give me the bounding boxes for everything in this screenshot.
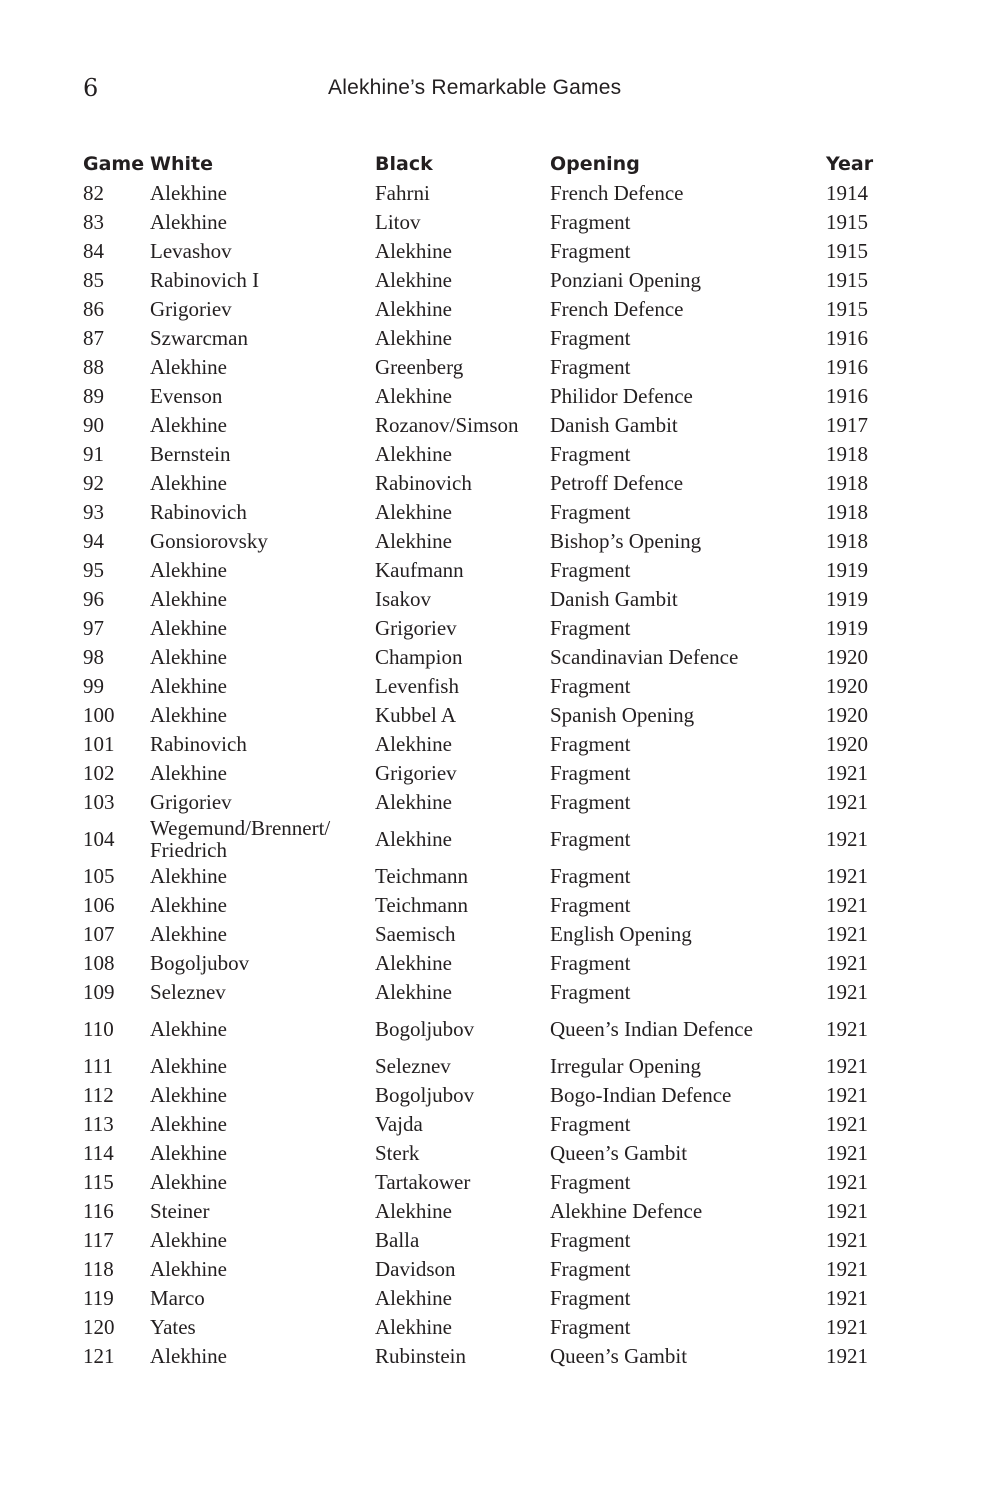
cell-opening: Fragment [550, 441, 631, 466]
cell-opening: Danish Gambit [550, 586, 678, 611]
table-row [83, 1051, 883, 1080]
table-row [83, 439, 883, 468]
cell-game: 82 [83, 180, 104, 205]
running-head [0, 72, 1000, 104]
table-row [83, 890, 883, 919]
cell-white: Alekhine [150, 412, 227, 437]
cell-white: Rabinovich [150, 499, 247, 524]
cell-year: 1919 [826, 557, 868, 582]
cell-black: Alekhine [375, 499, 452, 524]
cell-opening: Ponziani Opening [550, 267, 702, 292]
cell-year: 1921 [826, 863, 868, 888]
cell-black: Rozanov/Simson [375, 412, 519, 437]
cell-game: 119 [83, 1285, 114, 1310]
cell-year: 1921 [826, 1314, 868, 1339]
cell-game: 97 [83, 615, 104, 640]
cell-opening: Bishop’s Opening [550, 528, 702, 553]
cell-game: 108 [83, 950, 115, 975]
cell-white: Bernstein [150, 441, 231, 466]
table-row [83, 1167, 883, 1196]
table-row [83, 1341, 883, 1370]
cell-white: Seleznev [150, 979, 226, 1004]
table-row [83, 1312, 883, 1341]
cell-white: Alekhine [150, 1227, 227, 1252]
table-row [83, 584, 883, 613]
cell-opening: Fragment [550, 731, 631, 756]
cell-white: Alekhine [150, 1111, 227, 1136]
cell-black: Fahrni [375, 180, 430, 205]
table-row [83, 207, 883, 236]
cell-game: 113 [83, 1111, 114, 1136]
cell-game: 117 [83, 1227, 114, 1252]
cell-white: Rabinovich I [150, 267, 260, 292]
cell-white: Steiner [150, 1198, 210, 1223]
table-row [83, 671, 883, 700]
cell-year: 1920 [826, 731, 868, 756]
cell-white: Alekhine [150, 1140, 227, 1165]
cell-black: Bogoljubov [375, 1082, 475, 1107]
cell-year: 1921 [826, 921, 868, 946]
cell-year: 1915 [826, 238, 868, 263]
cell-opening: English Opening [550, 921, 692, 946]
cell-white: Marco [150, 1285, 205, 1310]
cell-black: Rabinovich [375, 470, 472, 495]
cell-game: 100 [83, 702, 115, 727]
table-row [83, 468, 883, 497]
cell-year: 1915 [826, 209, 868, 234]
cell-game: 111 [83, 1053, 113, 1078]
cell-white: Alekhine [150, 1016, 227, 1041]
table-row [83, 410, 883, 439]
games-table [83, 150, 883, 1370]
cell-game: 83 [83, 209, 104, 234]
cell-opening: Fragment [550, 863, 631, 888]
table-row [83, 526, 883, 555]
cell-game: 101 [83, 731, 115, 756]
cell-opening: Fragment [550, 499, 631, 524]
table-row [83, 497, 883, 526]
cell-white: Alekhine [150, 863, 227, 888]
cell-year: 1919 [826, 586, 868, 611]
cell-black: Grigoriev [375, 760, 457, 785]
cell-opening: Fragment [550, 325, 631, 350]
cell-white: Alekhine [150, 615, 227, 640]
cell-game: 92 [83, 470, 104, 495]
cell-black: Isakov [375, 586, 431, 611]
cell-year: 1921 [826, 1227, 868, 1252]
table-row [83, 700, 883, 729]
cell-year: 1916 [826, 325, 868, 350]
cell-game: 120 [83, 1314, 115, 1339]
table-row [83, 1225, 883, 1254]
cell-game: 116 [83, 1198, 114, 1223]
cell-opening: Fragment [550, 789, 631, 814]
cell-year: 1921 [826, 1053, 868, 1078]
cell-game: 109 [83, 979, 115, 1004]
cell-black: Tartakower [375, 1169, 471, 1194]
table-row [83, 1254, 883, 1283]
running-title: Alekhine’s Remarkable Games [328, 76, 622, 99]
cell-black: Alekhine [375, 826, 452, 851]
cell-white: Alekhine [150, 1343, 227, 1368]
cell-opening: Fragment [550, 979, 631, 1004]
table-row [83, 642, 883, 671]
cell-black: Alekhine [375, 950, 452, 975]
cell-game: 121 [83, 1343, 115, 1368]
cell-year: 1916 [826, 354, 868, 379]
header-year: Year [826, 153, 874, 175]
cell-game: 115 [83, 1169, 114, 1194]
table-row [83, 555, 883, 584]
cell-black: Davidson [375, 1256, 456, 1281]
cell-opening: Fragment [550, 1256, 631, 1281]
cell-opening: Fragment [550, 1169, 631, 1194]
cell-opening: Fragment [550, 1314, 631, 1339]
cell-year: 1921 [826, 1016, 868, 1041]
page-number: 6 [83, 74, 99, 102]
cell-black: Grigoriev [375, 615, 457, 640]
cell-black: Kaufmann [375, 557, 464, 582]
table-row [83, 1283, 883, 1312]
cell-white: Alekhine [150, 673, 227, 698]
table-row [83, 758, 883, 787]
header-white: White [150, 153, 213, 175]
cell-white: Wegemund/Brennert/ Friedrich [150, 815, 331, 862]
cell-opening: Petroff Defence [550, 470, 684, 495]
cell-black: Alekhine [375, 789, 452, 814]
cell-white: Alekhine [150, 1169, 227, 1194]
table-row [83, 816, 883, 861]
cell-opening: Fragment [550, 557, 631, 582]
cell-opening: Fragment [550, 1227, 631, 1252]
cell-white: Alekhine [150, 209, 227, 234]
cell-white: Alekhine [150, 1053, 227, 1078]
cell-year: 1921 [826, 826, 868, 851]
cell-year: 1920 [826, 702, 868, 727]
cell-black: Seleznev [375, 1053, 451, 1078]
cell-white: Alekhine [150, 470, 227, 495]
table-row [83, 294, 883, 323]
cell-opening: Fragment [550, 1285, 631, 1310]
cell-white: Rabinovich [150, 731, 247, 756]
cell-white: Alekhine [150, 1256, 227, 1281]
cell-opening: Fragment [550, 1111, 631, 1136]
cell-year: 1921 [826, 1169, 868, 1194]
cell-opening: Queen’s Gambit [550, 1343, 688, 1368]
cell-game: 87 [83, 325, 104, 350]
cell-black: Alekhine [375, 383, 452, 408]
cell-year: 1918 [826, 499, 868, 524]
cell-opening: Fragment [550, 950, 631, 975]
cell-opening: Danish Gambit [550, 412, 678, 437]
cell-game: 102 [83, 760, 115, 785]
cell-black: Saemisch [375, 921, 456, 946]
cell-game: 89 [83, 383, 104, 408]
cell-game: 85 [83, 267, 104, 292]
cell-game: 106 [83, 892, 115, 917]
cell-opening: Queen’s Gambit [550, 1140, 688, 1165]
cell-game: 118 [83, 1256, 114, 1281]
cell-opening: Fragment [550, 892, 631, 917]
cell-white: Gonsiorovsky [150, 528, 268, 553]
cell-year: 1918 [826, 470, 868, 495]
header-black: Black [375, 153, 433, 175]
cell-year: 1921 [826, 979, 868, 1004]
cell-year: 1919 [826, 615, 868, 640]
table-row [83, 1006, 883, 1051]
cell-white: Alekhine [150, 586, 227, 611]
table-row [83, 787, 883, 816]
cell-game: 104 [83, 826, 115, 851]
cell-year: 1921 [826, 892, 868, 917]
cell-year: 1921 [826, 760, 868, 785]
cell-opening: Fragment [550, 760, 631, 785]
cell-game: 99 [83, 673, 104, 698]
cell-black: Bogoljubov [375, 1016, 475, 1041]
table-row [83, 1138, 883, 1167]
cell-white: Alekhine [150, 180, 227, 205]
cell-black: Alekhine [375, 238, 452, 263]
table-row [83, 948, 883, 977]
table-row [83, 613, 883, 642]
cell-white: Alekhine [150, 921, 227, 946]
cell-opening: Fragment [550, 354, 631, 379]
cell-white: Yates [150, 1314, 196, 1339]
cell-white: Alekhine [150, 1082, 227, 1107]
table-header [83, 150, 883, 178]
cell-game: 96 [83, 586, 104, 611]
cell-year: 1918 [826, 441, 868, 466]
header-opening: Opening [550, 153, 640, 175]
table-row [83, 1196, 883, 1225]
table-row [83, 178, 883, 207]
cell-opening: Spanish Opening [550, 702, 695, 727]
cell-black: Alekhine [375, 731, 452, 756]
cell-white: Alekhine [150, 892, 227, 917]
cell-black: Alekhine [375, 441, 452, 466]
cell-opening: Scandinavian Defence [550, 644, 739, 669]
cell-year: 1921 [826, 1140, 868, 1165]
cell-game: 93 [83, 499, 104, 524]
cell-game: 98 [83, 644, 104, 669]
cell-black: Rubinstein [375, 1343, 467, 1368]
cell-year: 1914 [826, 180, 868, 205]
cell-white: Levashov [150, 238, 232, 263]
cell-black: Greenberg [375, 354, 464, 379]
cell-black: Sterk [375, 1140, 420, 1165]
cell-black: Alekhine [375, 325, 452, 350]
cell-game: 86 [83, 296, 104, 321]
cell-game: 88 [83, 354, 104, 379]
cell-game: 103 [83, 789, 115, 814]
cell-black: Alekhine [375, 267, 452, 292]
cell-year: 1921 [826, 1285, 868, 1310]
cell-black: Levenfish [375, 673, 459, 698]
cell-game: 110 [83, 1016, 114, 1041]
table-row [83, 1080, 883, 1109]
cell-black: Vajda [375, 1111, 423, 1136]
cell-black: Kubbel A [375, 702, 457, 727]
cell-year: 1916 [826, 383, 868, 408]
cell-black: Teichmann [375, 892, 468, 917]
cell-white: Alekhine [150, 760, 227, 785]
cell-black: Champion [375, 644, 463, 669]
cell-year: 1920 [826, 644, 868, 669]
table-row [83, 323, 883, 352]
cell-white: Bogoljubov [150, 950, 250, 975]
cell-white: Szwarcman [150, 325, 248, 350]
cell-opening: Philidor Defence [550, 383, 693, 408]
cell-year: 1921 [826, 789, 868, 814]
cell-opening: Irregular Opening [550, 1053, 702, 1078]
cell-white: Evenson [150, 383, 223, 408]
cell-game: 114 [83, 1140, 114, 1165]
table-row [83, 265, 883, 294]
cell-opening: Fragment [550, 209, 631, 234]
cell-game: 84 [83, 238, 104, 263]
cell-opening: Queen’s Indian Defence [550, 1016, 753, 1041]
table-row [83, 236, 883, 265]
cell-black: Alekhine [375, 296, 452, 321]
cell-opening: Bogo-Indian Defence [550, 1082, 732, 1107]
cell-opening: Fragment [550, 238, 631, 263]
cell-black: Alekhine [375, 1285, 452, 1310]
header-game: Game [83, 153, 145, 175]
cell-black: Alekhine [375, 528, 452, 553]
cell-opening: French Defence [550, 180, 684, 205]
cell-black: Litov [375, 209, 421, 234]
table-row [83, 729, 883, 758]
cell-year: 1921 [826, 1343, 868, 1368]
cell-white: Alekhine [150, 557, 227, 582]
cell-year: 1918 [826, 528, 868, 553]
cell-black: Teichmann [375, 863, 468, 888]
cell-black: Alekhine [375, 979, 452, 1004]
cell-game: 105 [83, 863, 115, 888]
cell-black: Balla [375, 1227, 420, 1252]
cell-game: 112 [83, 1082, 114, 1107]
cell-opening: French Defence [550, 296, 684, 321]
cell-black: Alekhine [375, 1314, 452, 1339]
cell-white: Grigoriev [150, 789, 232, 814]
cell-white: Alekhine [150, 702, 227, 727]
cell-year: 1917 [826, 412, 868, 437]
table-row [83, 861, 883, 890]
cell-year: 1915 [826, 296, 868, 321]
cell-opening: Fragment [550, 673, 631, 698]
table-row [83, 977, 883, 1006]
table-body [83, 178, 883, 1370]
cell-black: Alekhine [375, 1198, 452, 1223]
header-row [83, 150, 883, 178]
cell-game: 95 [83, 557, 104, 582]
cell-white: Grigoriev [150, 296, 232, 321]
table-row [83, 381, 883, 410]
cell-white: Alekhine [150, 354, 227, 379]
table-row [83, 1109, 883, 1138]
table-row [83, 352, 883, 381]
cell-opening: Fragment [550, 826, 631, 851]
cell-year: 1921 [826, 1111, 868, 1136]
cell-white: Alekhine [150, 644, 227, 669]
cell-year: 1921 [826, 1256, 868, 1281]
cell-opening: Alekhine Defence [550, 1198, 703, 1223]
cell-year: 1915 [826, 267, 868, 292]
cell-year: 1920 [826, 673, 868, 698]
cell-year: 1921 [826, 950, 868, 975]
cell-game: 90 [83, 412, 104, 437]
cell-game: 94 [83, 528, 104, 553]
cell-game: 107 [83, 921, 115, 946]
cell-opening: Fragment [550, 615, 631, 640]
cell-game: 91 [83, 441, 104, 466]
table-row [83, 919, 883, 948]
cell-year: 1921 [826, 1198, 868, 1223]
cell-year: 1921 [826, 1082, 868, 1107]
